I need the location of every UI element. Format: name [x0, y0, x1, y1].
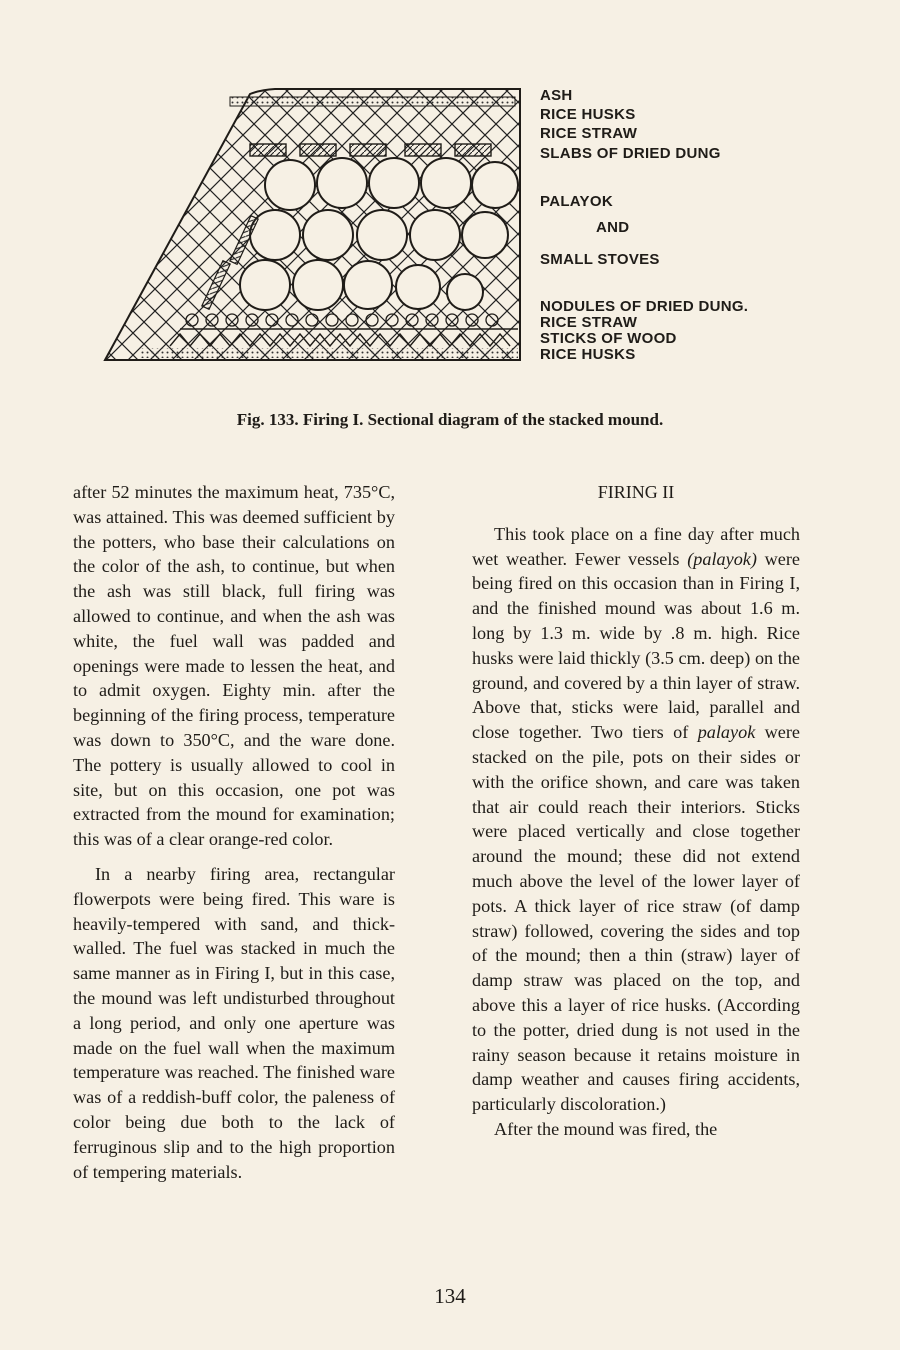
- italic-term: palayok: [697, 722, 756, 743]
- right-column: [472, 480, 800, 1142]
- figure-caption: Fig. 133. Firing I. Sectional diagram of the stacked mound.: [236, 410, 664, 429]
- text-run: This took place on a fine day after much wet weather. Fewer vessels: [472, 523, 800, 569]
- label-rice-straw-top: RICE STRAW: [540, 125, 638, 142]
- text-run: were stacked on the pile, pots on their sides or with the orifice shown, and care was taken that air could reach their interiors. Sticks were placed vertically and close together around the mound; these did not extend much above the level of the lower layer of pots. A thick layer of rice straw (of damp straw) followed, covering the sides and top of the mound; then a thin (straw) layer of damp straw was placed on the top, and above this a layer of rice husks. (According to the potter, dried dung is not used in the rainy season because it retains moisture in damp weather and causes firing accidents, particularly discoloration.): [472, 722, 800, 1115]
- label-sticks-of-wood: STICKS OF WOOD: [540, 330, 677, 347]
- label-nodules: NODULES OF DRIED DUNG.: [540, 298, 749, 315]
- paragraph: after 52 minutes the maximum heat, 735°C, was attained. This was deemed sufficient by the potters, who base their calculations on the color of the ash, to continue, but when the ash was still black, full firing was allowed to continue, and when the ash was white, the fuel wall was padded and openings were made to lessen the heat, and to admit oxygen. Eighty min. after the beginning of the firing process, temperature was down to 350°C, and the ware done. The pottery is usually allowed to cool in site, but on this occasion, one pot was extracted from the mound for examination; this was of a clear orange-red color.: [73, 482, 395, 850]
- label-small-stoves: SMALL STOVES: [540, 251, 660, 268]
- label-rice-husks-top: RICE HUSKS: [540, 106, 636, 123]
- label-palayok: PALAYOK: [540, 193, 613, 210]
- section-heading: FIRING II: [597, 482, 675, 502]
- page-number: 134: [434, 1284, 466, 1308]
- paragraph: In a nearby firing area, rectangular flowerpots were being fired. This ware is heavily-tempered with sand, and thick-walled. The fuel was stacked in much the same manner as in Firing I, but in this case, the mound was left undisturbed throughout a long period, and only one aperture was made on the fuel wall when the maximum temperature was reached. The finished ware was of a reddish-buff color, the paleness of color being due both to the lack of ferruginous slip and to the high proportion of tempering materials.: [73, 863, 395, 1182]
- label-ash: ASH: [540, 87, 573, 104]
- label-rice-husks-bottom: RICE HUSKS: [540, 346, 636, 363]
- paragraph: After the mound was fired, the: [494, 1118, 718, 1139]
- italic-term: (palayok): [687, 548, 757, 569]
- label-slabs-dried-dung: SLABS OF DRIED DUNG: [540, 145, 721, 162]
- paragraph: [472, 522, 800, 1117]
- left-column: [73, 480, 395, 1184]
- text-run: were being fired on this occasion than in Firing I, and the finished mound was about 1.6 m. long by 1.3 m. wide by .8 m. high. Rice husks were laid thickly (3.5 cm. deep) on the ground, and covered by a thin layer of straw. Above that, sticks were laid, parallel and close together. Two tiers of: [472, 548, 800, 743]
- stacked-mound-figure: [100, 80, 820, 380]
- label-and: AND: [596, 219, 630, 236]
- label-rice-straw-bottom: RICE STRAW: [540, 314, 638, 331]
- mound-section-diagram: [100, 80, 530, 380]
